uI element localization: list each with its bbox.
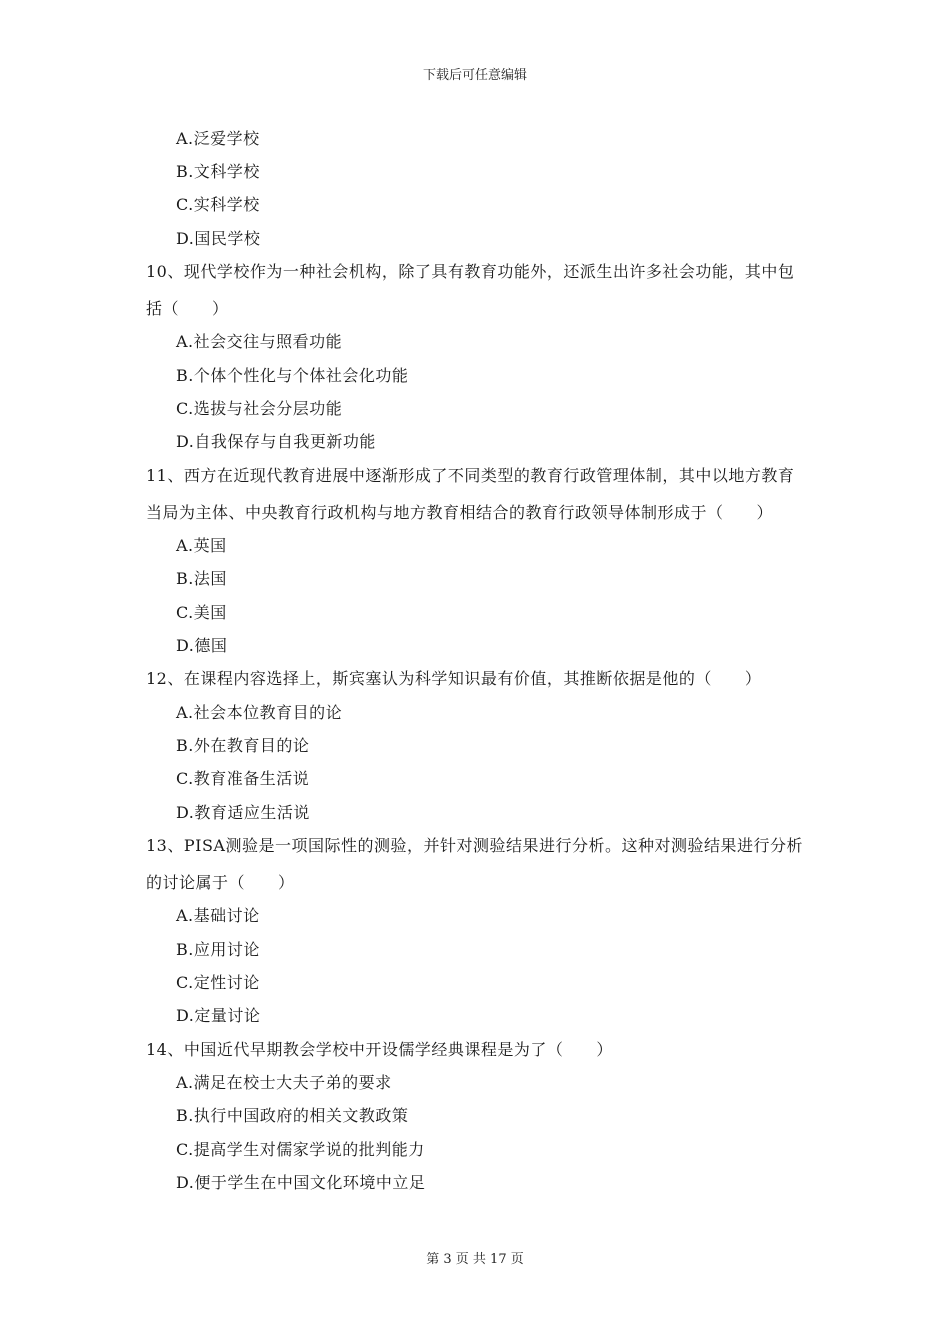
q11-stem-line2: 当局为主体、中央教育行政机构与地方教育相结合的教育行政领导体制形成于（ ） [146, 503, 774, 522]
q13-stem-line1: 13、PISA测验是一项国际性的测验，并针对测验结果进行分析。这种对测验结果进行分析 [146, 836, 803, 855]
q9-option-c: C.实科学校 [176, 195, 260, 214]
q10-option-d: D.自我保存与自我更新功能 [176, 432, 376, 451]
q9-option-b: B.文科学校 [176, 162, 260, 181]
q11-option-a: A.英国 [176, 536, 227, 555]
q10-option-a: A.社会交往与照看功能 [176, 332, 343, 351]
q13-option-d: D.定量讨论 [176, 1006, 261, 1025]
q12-option-b: B.外在教育目的论 [176, 736, 310, 755]
q12-option-d: D.教育适应生活说 [176, 803, 310, 822]
page-footer: 第 3 页 共 17 页 [426, 1252, 524, 1267]
q14-option-c: C.提高学生对儒家学说的批判能力 [176, 1140, 425, 1159]
q11-stem-line1: 11、西方在近现代教育进展中逐渐形成了不同类型的教育行政管理体制，其中以地方教育 [146, 466, 795, 485]
q11-option-d: D.德国 [176, 636, 228, 655]
q13-stem-line2: 的讨论属于（ ） [146, 873, 295, 892]
q13-option-b: B.应用讨论 [176, 940, 260, 959]
q11-option-c: C.美国 [176, 603, 227, 622]
page-header: 下载后可任意编辑 [422, 68, 527, 83]
q9-option-a: A.泛爱学校 [176, 129, 260, 148]
q13-option-c: C.定性讨论 [176, 973, 260, 992]
q14-option-a: A.满足在校士大夫子弟的要求 [176, 1073, 392, 1092]
q10-option-b: B.个体个性化与个体社会化功能 [176, 366, 409, 385]
q10-option-c: C.选拔与社会分层功能 [176, 399, 343, 418]
q10-stem-line2: 括（ ） [146, 299, 229, 318]
q10-stem-line1: 10、现代学校作为一种社会机构，除了具有教育功能外，还派生出许多社会功能，其中包 [146, 262, 795, 281]
q14-stem: 14、中国近代早期教会学校中开设儒学经典课程是为了（ ） [146, 1040, 613, 1059]
q12-option-c: C.教育准备生活说 [176, 769, 310, 788]
q12-option-a: A.社会本位教育目的论 [176, 703, 343, 722]
q9-option-d: D.国民学校 [176, 229, 261, 248]
q14-option-d: D.便于学生在中国文化环境中立足 [176, 1173, 426, 1192]
q14-option-b: B.执行中国政府的相关文教政策 [176, 1106, 409, 1125]
q11-option-b: B.法国 [176, 569, 227, 588]
q12-stem: 12、在课程内容选择上，斯宾塞认为科学知识最有价值，其推断依据是他的（ ） [146, 669, 762, 688]
q13-option-a: A.基础讨论 [176, 906, 260, 925]
